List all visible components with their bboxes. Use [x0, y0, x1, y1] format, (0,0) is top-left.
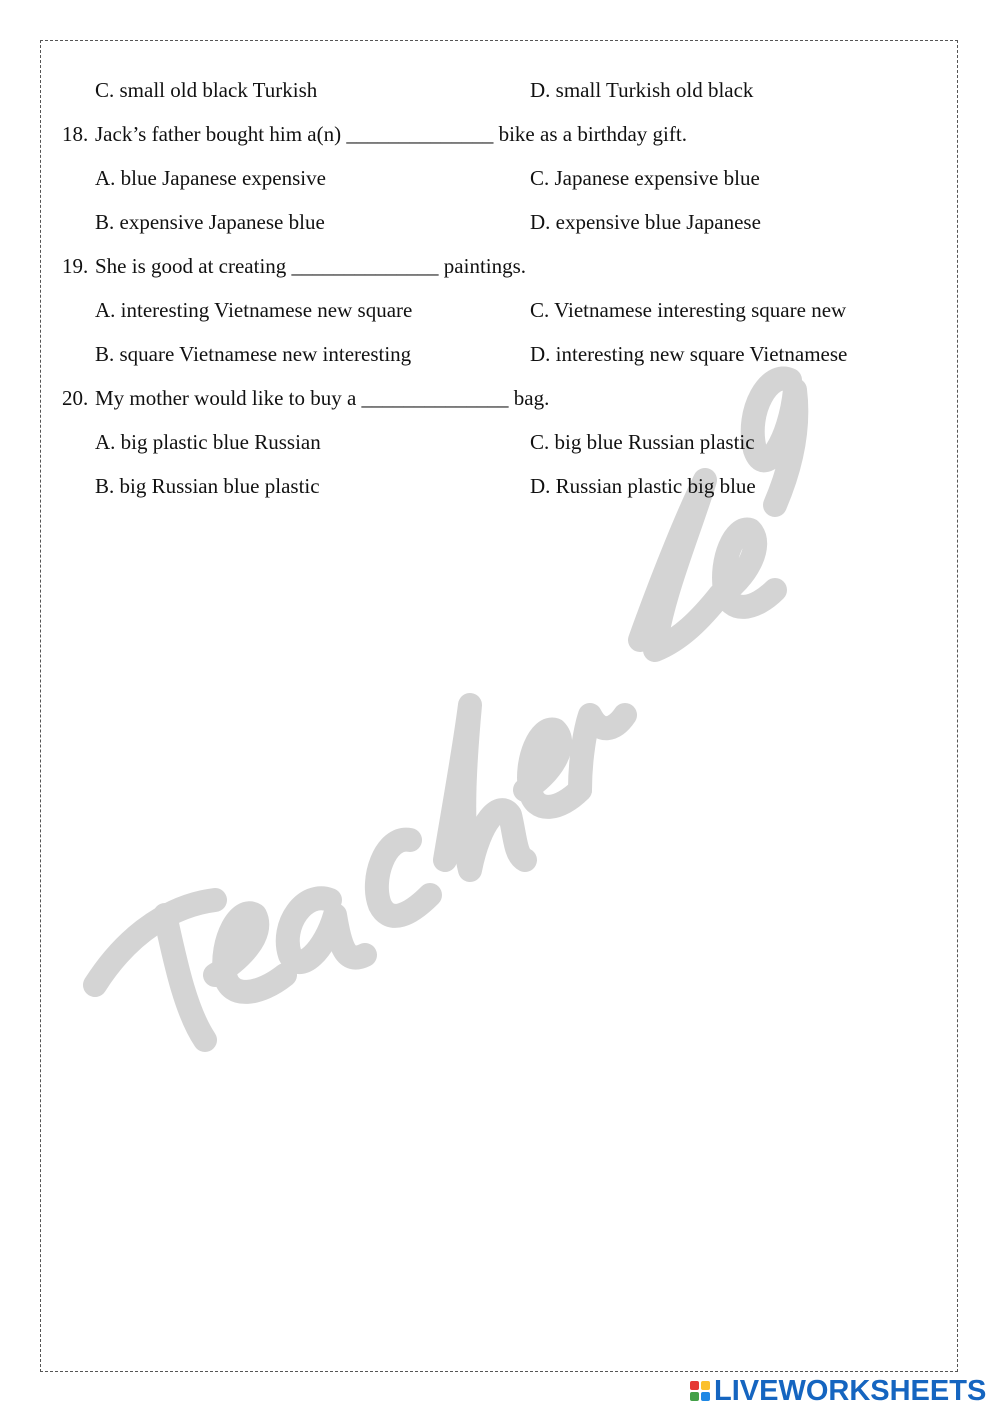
question-text: My mother would like to buy a ______________ bag.	[95, 386, 550, 410]
question-number: 18.	[62, 122, 89, 146]
option-c: C. big blue Russian plastic	[530, 430, 755, 454]
question-19	[62, 244, 942, 288]
option-row	[62, 200, 942, 244]
logo-text: LIVEWORKSHEETS	[714, 1374, 987, 1407]
option-c: C. Japanese expensive blue	[530, 166, 760, 190]
question-18	[62, 112, 942, 156]
option-row	[62, 332, 942, 376]
question-content	[62, 68, 942, 508]
option-d: D. interesting new square Vietnamese	[530, 342, 848, 366]
option-d: D. small Turkish old black	[530, 78, 754, 102]
option-row	[62, 420, 942, 464]
option-row	[62, 288, 942, 332]
option-a: A. big plastic blue Russian	[95, 430, 321, 454]
option-b: B. expensive Japanese blue	[95, 210, 325, 234]
option-c: C. small old black Turkish	[95, 78, 318, 102]
question-number: 19.	[62, 254, 89, 278]
option-a: A. blue Japanese expensive	[95, 166, 326, 190]
option-c: C. Vietnamese interesting square new	[530, 298, 847, 322]
logo-block	[690, 1392, 699, 1401]
logo-block	[690, 1381, 699, 1390]
option-a: A. interesting Vietnamese new square	[95, 298, 413, 322]
question-number: 20.	[62, 386, 89, 410]
option-row	[62, 68, 942, 112]
option-d: D. expensive blue Japanese	[530, 210, 761, 234]
option-d: D. Russian plastic big blue	[530, 474, 756, 498]
question-20	[62, 376, 942, 420]
logo-blocks-icon	[690, 1381, 710, 1401]
question-text: She is good at creating ______________ paintings.	[95, 254, 527, 278]
option-row	[62, 464, 942, 508]
logo-block	[701, 1381, 710, 1390]
option-b: B. big Russian blue plastic	[95, 474, 320, 498]
question-text: Jack’s father bought him a(n) ______________ bike as a birthday gift.	[95, 122, 687, 146]
liveworksheets-logo[interactable]	[690, 1374, 986, 1408]
logo-block	[701, 1392, 710, 1401]
option-b: B. square Vietnamese new interesting	[95, 342, 412, 366]
option-row	[62, 156, 942, 200]
